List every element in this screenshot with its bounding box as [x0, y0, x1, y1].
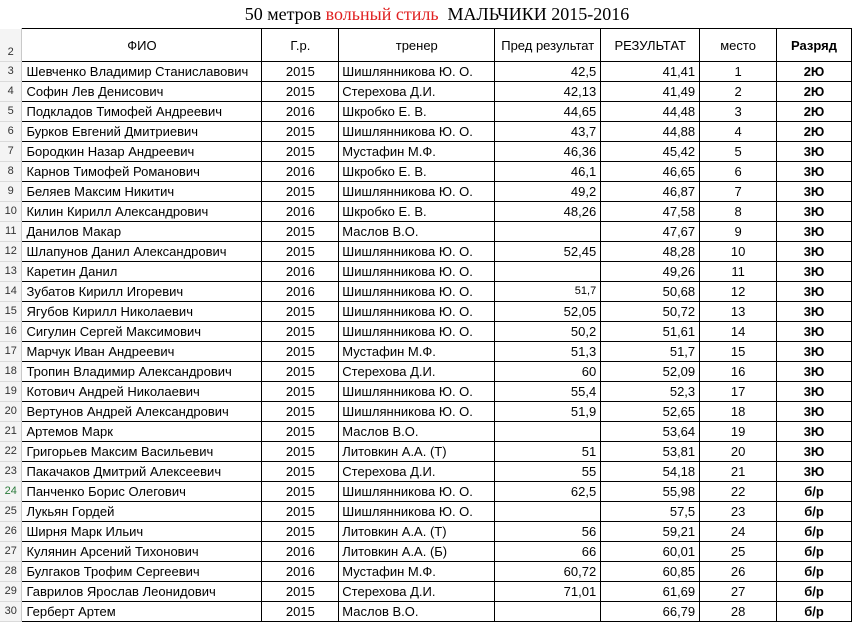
cell-prev-result[interactable]: 56 — [495, 522, 601, 542]
cell-coach[interactable]: Шкробко Е. В. — [339, 202, 495, 222]
cell-year[interactable]: 2015 — [262, 82, 339, 102]
cell-rank[interactable]: 3Ю — [777, 342, 852, 362]
cell-name[interactable]: Бородкин Назар Андреевич — [22, 142, 262, 162]
cell-rank[interactable]: 3Ю — [777, 362, 852, 382]
cell-place[interactable]: 22 — [700, 482, 777, 502]
cell-prev-result[interactable]: 60,72 — [495, 562, 601, 582]
cell-place[interactable]: 11 — [700, 262, 777, 282]
header-result[interactable]: РЕЗУЛЬТАТ — [601, 29, 700, 62]
cell-result[interactable]: 59,21 — [601, 522, 700, 542]
cell-name[interactable]: Бурков Евгений Дмитриевич — [22, 122, 262, 142]
row-number[interactable]: 18 — [0, 362, 22, 382]
cell-rank[interactable]: 2Ю — [777, 122, 852, 142]
cell-rank[interactable]: б/р — [777, 562, 852, 582]
cell-place[interactable]: 10 — [700, 242, 777, 262]
cell-name[interactable]: Шевченко Владимир Станиславович — [22, 62, 262, 82]
cell-rank[interactable]: б/р — [777, 482, 852, 502]
header-place[interactable]: место — [700, 29, 777, 62]
cell-coach[interactable]: Шишлянникова Ю. О. — [339, 62, 495, 82]
cell-name[interactable]: Подкладов Тимофей Андреевич — [22, 102, 262, 122]
cell-coach[interactable]: Литовкин А.А. (Б) — [339, 542, 495, 562]
cell-place[interactable]: 15 — [700, 342, 777, 362]
cell-prev-result[interactable]: 46,36 — [495, 142, 601, 162]
cell-name[interactable]: Данилов Макар — [22, 222, 262, 242]
header-name[interactable]: ФИО — [22, 29, 262, 62]
cell-rank[interactable]: 3Ю — [777, 322, 852, 342]
table-row — [0, 522, 852, 542]
title-row — [0, 0, 852, 28]
cell-name[interactable]: Вертунов Андрей Александрович — [22, 402, 262, 422]
cell-result[interactable]: 45,42 — [601, 142, 700, 162]
table-row — [0, 422, 852, 442]
cell-rank[interactable]: 3Ю — [777, 182, 852, 202]
cell-place[interactable]: 24 — [700, 522, 777, 542]
cell-year[interactable]: 2015 — [262, 342, 339, 362]
table-row — [0, 382, 852, 402]
title-distance: 50 метров — [244, 4, 326, 24]
table-row — [0, 242, 852, 262]
cell-result[interactable]: 48,28 — [601, 242, 700, 262]
cell-name[interactable]: Марчук Иван Андреевич — [22, 342, 262, 362]
row-number[interactable]: 15 — [0, 302, 22, 322]
cell-result[interactable]: 53,64 — [601, 422, 700, 442]
cell-rank[interactable]: 2Ю — [777, 82, 852, 102]
cell-place[interactable]: 1 — [700, 62, 777, 82]
cell-result[interactable]: 57,5 — [601, 502, 700, 522]
cell-name[interactable]: Кулянин Арсений Тихонович — [22, 542, 262, 562]
cell-result[interactable]: 46,65 — [601, 162, 700, 182]
cell-year[interactable]: 2016 — [262, 542, 339, 562]
header-row — [0, 29, 852, 62]
cell-coach[interactable]: Шкробко Е. В. — [339, 162, 495, 182]
table-row — [0, 62, 852, 82]
cell-year[interactable]: 2015 — [262, 302, 339, 322]
cell-coach[interactable]: Литовкин А.А. (Т) — [339, 442, 495, 462]
cell-result[interactable]: 49,26 — [601, 262, 700, 282]
table-row — [0, 562, 852, 582]
table-row — [0, 502, 852, 522]
row-number[interactable]: 14 — [0, 282, 22, 302]
cell-coach[interactable]: Шишлянникова Ю. О. — [339, 482, 495, 502]
cell-place[interactable]: 7 — [700, 182, 777, 202]
cell-coach[interactable]: Шкробко Е. В. — [339, 102, 495, 122]
cell-place[interactable]: 20 — [700, 442, 777, 462]
cell-place[interactable]: 5 — [700, 142, 777, 162]
row-number[interactable]: 7 — [0, 142, 22, 162]
cell-year[interactable]: 2015 — [262, 322, 339, 342]
cell-prev-result[interactable]: 71,01 — [495, 582, 601, 602]
cell-coach[interactable]: Стерехова Д.И. — [339, 362, 495, 382]
cell-prev-result[interactable] — [495, 262, 601, 282]
cell-result[interactable]: 66,79 — [601, 602, 700, 622]
cell-rank[interactable]: 3Ю — [777, 282, 852, 302]
cell-coach[interactable]: Мустафин М.Ф. — [339, 562, 495, 582]
cell-place[interactable]: 16 — [700, 362, 777, 382]
cell-place[interactable]: 6 — [700, 162, 777, 182]
cell-coach[interactable]: Шишлянникова Ю. О. — [339, 242, 495, 262]
header-rank[interactable]: Разряд — [777, 29, 852, 62]
cell-coach[interactable]: Шишлянникова Ю. О. — [339, 182, 495, 202]
table-row — [0, 282, 852, 302]
table-row — [0, 582, 852, 602]
cell-coach[interactable]: Шишлянникова Ю. О. — [339, 122, 495, 142]
cell-coach[interactable]: Шишлянникова Ю. О. — [339, 262, 495, 282]
row-number[interactable]: 28 — [0, 562, 22, 582]
cell-result[interactable]: 52,3 — [601, 382, 700, 402]
row-number[interactable]: 23 — [0, 462, 22, 482]
cell-place[interactable]: 13 — [700, 302, 777, 322]
cell-prev-result[interactable]: 46,1 — [495, 162, 601, 182]
row-number[interactable]: 30 — [0, 602, 22, 622]
row-number[interactable]: 10 — [0, 202, 22, 222]
table-row — [0, 182, 852, 202]
cell-prev-result[interactable] — [495, 602, 601, 622]
cell-rank[interactable]: 3Ю — [777, 242, 852, 262]
cell-name[interactable]: Артемов Марк — [22, 422, 262, 442]
row-number[interactable]: 6 — [0, 122, 22, 142]
cell-name[interactable]: Беляев Максим Никитич — [22, 182, 262, 202]
cell-name[interactable]: Килин Кирилл Александрович — [22, 202, 262, 222]
table-row — [0, 82, 852, 102]
cell-result[interactable]: 52,09 — [601, 362, 700, 382]
table-row — [0, 462, 852, 482]
cell-prev-result[interactable]: 48,26 — [495, 202, 601, 222]
cell-prev-result[interactable]: 42,5 — [495, 62, 601, 82]
cell-rank[interactable]: б/р — [777, 602, 852, 622]
cell-prev-result[interactable]: 51,9 — [495, 402, 601, 422]
cell-result[interactable]: 61,69 — [601, 582, 700, 602]
cell-prev-result[interactable]: 55 — [495, 462, 601, 482]
cell-place[interactable]: 19 — [700, 422, 777, 442]
cell-rank[interactable]: 2Ю — [777, 102, 852, 122]
cell-year[interactable]: 2015 — [262, 602, 339, 622]
row-number[interactable]: 19 — [0, 382, 22, 402]
cell-year[interactable]: 2015 — [262, 182, 339, 202]
row-number[interactable]: 25 — [0, 502, 22, 522]
cell-place[interactable]: 21 — [700, 462, 777, 482]
cell-rank[interactable]: 3Ю — [777, 302, 852, 322]
row-number[interactable]: 4 — [0, 82, 22, 102]
cell-name[interactable]: Ягубов Кирилл Николаевич — [22, 302, 262, 322]
cell-prev-result[interactable]: 51 — [495, 442, 601, 462]
cell-rank[interactable]: б/р — [777, 502, 852, 522]
cell-prev-result[interactable]: 50,2 — [495, 322, 601, 342]
table-row — [0, 142, 852, 162]
cell-year[interactable]: 2015 — [262, 582, 339, 602]
row-number[interactable]: 24 — [0, 482, 22, 502]
cell-year[interactable]: 2015 — [262, 442, 339, 462]
cell-prev-result[interactable]: 44,65 — [495, 102, 601, 122]
cell-prev-result[interactable]: 55,4 — [495, 382, 601, 402]
row-number[interactable]: 20 — [0, 402, 22, 422]
cell-year[interactable]: 2016 — [262, 262, 339, 282]
cell-result[interactable]: 52,65 — [601, 402, 700, 422]
cell-prev-result[interactable]: 52,05 — [495, 302, 601, 322]
row-number[interactable]: 17 — [0, 342, 22, 362]
cell-name[interactable]: Пакачаков Дмитрий Алексеевич — [22, 462, 262, 482]
cell-rank[interactable]: 3Ю — [777, 442, 852, 462]
table-row — [0, 342, 852, 362]
cell-year[interactable]: 2015 — [262, 422, 339, 442]
cell-year[interactable]: 2015 — [262, 462, 339, 482]
cell-result[interactable]: 51,7 — [601, 342, 700, 362]
table-row — [0, 442, 852, 462]
cell-prev-result[interactable]: 66 — [495, 542, 601, 562]
cell-name[interactable]: Котович Андрей Николаевич — [22, 382, 262, 402]
results-table — [0, 28, 852, 622]
cell-name[interactable]: Зубатов Кирилл Игоревич — [22, 282, 262, 302]
title-group: МАЛЬЧИКИ 2015-2016 — [438, 4, 630, 24]
cell-place[interactable]: 2 — [700, 82, 777, 102]
cell-name[interactable]: Карнов Тимофей Романович — [22, 162, 262, 182]
cell-rank[interactable]: 3Ю — [777, 422, 852, 442]
cell-rank[interactable]: б/р — [777, 542, 852, 562]
cell-prev-result[interactable]: 43,7 — [495, 122, 601, 142]
cell-coach[interactable]: Шишлянникова Ю. О. — [339, 502, 495, 522]
cell-place[interactable]: 14 — [700, 322, 777, 342]
cell-coach[interactable]: Литовкин А.А. (Т) — [339, 522, 495, 542]
row-number[interactable]: 13 — [0, 262, 22, 282]
cell-prev-result[interactable]: 62,5 — [495, 482, 601, 502]
cell-coach[interactable]: Шишлянникова Ю. О. — [339, 282, 495, 302]
cell-coach[interactable]: Стерехова Д.И. — [339, 582, 495, 602]
cell-coach[interactable]: Маслов В.О. — [339, 422, 495, 442]
cell-name[interactable]: Булгаков Трофим Сергеевич — [22, 562, 262, 582]
cell-coach[interactable]: Стерехова Д.И. — [339, 82, 495, 102]
table-row — [0, 122, 852, 142]
table-row — [0, 322, 852, 342]
row-number[interactable]: 29 — [0, 582, 22, 602]
cell-coach[interactable]: Маслов В.О. — [339, 222, 495, 242]
cell-name[interactable]: Гаврилов Ярослав Леонидович — [22, 582, 262, 602]
row-number[interactable]: 21 — [0, 422, 22, 442]
cell-name[interactable]: Шлапунов Данил Александрович — [22, 242, 262, 262]
title-style: вольный стиль — [325, 4, 439, 24]
cell-year[interactable]: 2015 — [262, 402, 339, 422]
row-number[interactable]: 22 — [0, 442, 22, 462]
table-row — [0, 542, 852, 562]
cell-prev-result[interactable]: 51,7 — [495, 282, 601, 302]
cell-result[interactable]: 44,48 — [601, 102, 700, 122]
cell-rank[interactable]: 3Ю — [777, 402, 852, 422]
cell-coach[interactable]: Маслов В.О. — [339, 602, 495, 622]
cell-place[interactable]: 9 — [700, 222, 777, 242]
cell-prev-result[interactable] — [495, 222, 601, 242]
cell-prev-result[interactable]: 42,13 — [495, 82, 601, 102]
cell-result[interactable]: 51,61 — [601, 322, 700, 342]
cell-name[interactable]: Герберт Артем — [22, 602, 262, 622]
cell-coach[interactable]: Мустафин М.Ф. — [339, 342, 495, 362]
cell-prev-result[interactable]: 52,45 — [495, 242, 601, 262]
table-row — [0, 262, 852, 282]
cell-result[interactable]: 53,81 — [601, 442, 700, 462]
cell-place[interactable]: 3 — [700, 102, 777, 122]
cell-result[interactable]: 54,18 — [601, 462, 700, 482]
cell-year[interactable]: 2015 — [262, 502, 339, 522]
header-prev-result[interactable]: Пред результат — [495, 29, 601, 62]
cell-prev-result[interactable]: 51,3 — [495, 342, 601, 362]
row-number[interactable]: 12 — [0, 242, 22, 262]
table-row — [0, 162, 852, 182]
table-row — [0, 482, 852, 502]
cell-rank[interactable]: б/р — [777, 582, 852, 602]
cell-result[interactable]: 47,67 — [601, 222, 700, 242]
cell-year[interactable]: 2016 — [262, 282, 339, 302]
cell-rank[interactable]: б/р — [777, 522, 852, 542]
row-number[interactable]: 2 — [0, 29, 22, 62]
cell-result[interactable]: 46,87 — [601, 182, 700, 202]
cell-name[interactable]: Панченко Борис Олегович — [22, 482, 262, 502]
cell-name[interactable]: Каретин Данил — [22, 262, 262, 282]
cell-result[interactable]: 41,49 — [601, 82, 700, 102]
table-row — [0, 402, 852, 422]
cell-name[interactable]: Ширня Марк Ильич — [22, 522, 262, 542]
cell-year[interactable]: 2015 — [262, 522, 339, 542]
cell-place[interactable]: 26 — [700, 562, 777, 582]
cell-place[interactable]: 23 — [700, 502, 777, 522]
cell-place[interactable]: 18 — [700, 402, 777, 422]
row-number[interactable]: 16 — [0, 322, 22, 342]
cell-coach[interactable]: Шишлянникова Ю. О. — [339, 402, 495, 422]
table-row — [0, 302, 852, 322]
table-row — [0, 222, 852, 242]
cell-rank[interactable]: 2Ю — [777, 62, 852, 82]
cell-result[interactable]: 60,85 — [601, 562, 700, 582]
cell-rank[interactable]: 3Ю — [777, 202, 852, 222]
cell-prev-result[interactable]: 60 — [495, 362, 601, 382]
row-number[interactable]: 3 — [0, 62, 22, 82]
cell-name[interactable]: Григорьев Максим Васильевич — [22, 442, 262, 462]
cell-year[interactable]: 2015 — [262, 362, 339, 382]
table-row — [0, 202, 852, 222]
cell-year[interactable]: 2015 — [262, 482, 339, 502]
header-year[interactable]: Г.р. — [262, 29, 339, 62]
cell-coach[interactable]: Мустафин М.Ф. — [339, 142, 495, 162]
cell-result[interactable]: 44,88 — [601, 122, 700, 142]
cell-rank[interactable]: 3Ю — [777, 382, 852, 402]
cell-prev-result[interactable]: 49,2 — [495, 182, 601, 202]
cell-place[interactable]: 17 — [700, 382, 777, 402]
cell-place[interactable]: 4 — [700, 122, 777, 142]
table-row — [0, 602, 852, 622]
cell-year[interactable]: 2015 — [262, 62, 339, 82]
cell-name[interactable]: Тропин Владимир Александрович — [22, 362, 262, 382]
cell-year[interactable]: 2015 — [262, 142, 339, 162]
row-number[interactable]: 5 — [0, 102, 22, 122]
row-number[interactable]: 26 — [0, 522, 22, 542]
cell-year[interactable]: 2015 — [262, 122, 339, 142]
cell-place[interactable]: 28 — [700, 602, 777, 622]
cell-year[interactable]: 2015 — [262, 382, 339, 402]
sheet-title[interactable] — [22, 0, 852, 28]
cell-name[interactable]: Лукьян Гордей — [22, 502, 262, 522]
row-number[interactable]: 27 — [0, 542, 22, 562]
header-coach[interactable]: тренер — [339, 29, 495, 62]
cell-result[interactable]: 60,01 — [601, 542, 700, 562]
cell-place[interactable]: 12 — [700, 282, 777, 302]
cell-year[interactable]: 2016 — [262, 102, 339, 122]
cell-name[interactable]: Сигулин Сергей Максимович — [22, 322, 262, 342]
cell-rank[interactable]: 3Ю — [777, 162, 852, 182]
cell-result[interactable]: 50,72 — [601, 302, 700, 322]
cell-coach[interactable]: Стерехова Д.И. — [339, 462, 495, 482]
cell-year[interactable]: 2016 — [262, 562, 339, 582]
cell-place[interactable]: 25 — [700, 542, 777, 562]
cell-result[interactable]: 47,58 — [601, 202, 700, 222]
cell-rank[interactable]: 3Ю — [777, 142, 852, 162]
cell-result[interactable]: 41,41 — [601, 62, 700, 82]
cell-result[interactable]: 50,68 — [601, 282, 700, 302]
cell-prev-result[interactable] — [495, 422, 601, 442]
row-number[interactable]: 11 — [0, 222, 22, 242]
cell-year[interactable]: 2015 — [262, 222, 339, 242]
cell-prev-result[interactable] — [495, 502, 601, 522]
cell-result[interactable]: 55,98 — [601, 482, 700, 502]
cell-rank[interactable]: 3Ю — [777, 462, 852, 482]
cell-year[interactable]: 2016 — [262, 162, 339, 182]
cell-rank[interactable]: 3Ю — [777, 222, 852, 242]
row-number[interactable] — [0, 0, 22, 28]
row-number[interactable]: 9 — [0, 182, 22, 202]
cell-coach[interactable]: Шишлянникова Ю. О. — [339, 382, 495, 402]
cell-year[interactable]: 2015 — [262, 242, 339, 262]
table-row — [0, 362, 852, 382]
cell-coach[interactable]: Шишлянникова Ю. О. — [339, 302, 495, 322]
cell-year[interactable]: 2016 — [262, 202, 339, 222]
cell-coach[interactable]: Шишлянникова Ю. О. — [339, 322, 495, 342]
cell-rank[interactable]: 3Ю — [777, 262, 852, 282]
cell-name[interactable]: Софин Лев Денисович — [22, 82, 262, 102]
table-row — [0, 102, 852, 122]
row-number[interactable]: 8 — [0, 162, 22, 182]
cell-place[interactable]: 27 — [700, 582, 777, 602]
cell-place[interactable]: 8 — [700, 202, 777, 222]
